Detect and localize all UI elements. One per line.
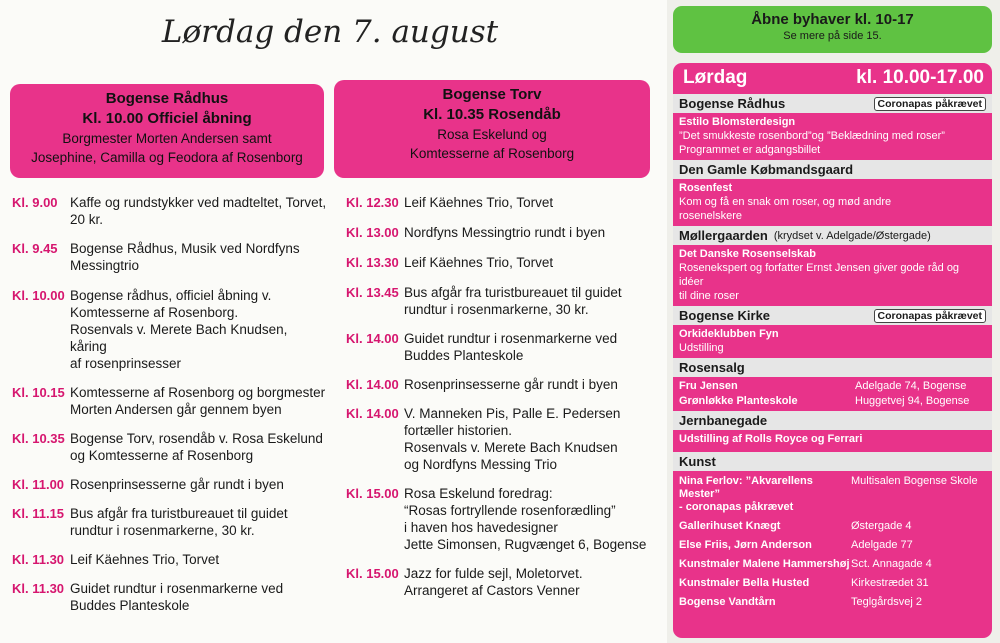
section-name: Kunst (679, 454, 716, 469)
item-text: Rosenekspert og forfatter Ernst Jensen giver gode råd og idéer (679, 262, 960, 288)
section-name: Bogense Rådhus (679, 96, 786, 111)
open-gardens-title: Åbne byhaver kl. 10-17 (751, 11, 914, 28)
schedule-row (12, 287, 327, 372)
schedule-time: Kl. 10.15 (12, 385, 65, 400)
schedule-text: Rosenprinsesserne går rundt i byen (404, 377, 618, 392)
schedule-time: Kl. 11.00 (12, 477, 65, 492)
art-name: Kunstmaler Bella Husted (679, 577, 810, 589)
schedule-time: Kl. 9.00 (12, 195, 58, 210)
item-text: rosenelskere (679, 210, 742, 222)
schedule-row (12, 476, 327, 493)
schedule-row (346, 330, 661, 364)
section-header (673, 94, 992, 113)
schedule-time: Kl. 15.00 (346, 486, 399, 501)
art-address: Sct. Annagade 4 (851, 558, 932, 570)
art-name: Galleri​huset Knægt (679, 520, 781, 532)
schedule-row (12, 580, 327, 614)
section-body (673, 430, 992, 452)
schedule-row (12, 505, 327, 539)
schedule-time: Kl. 14.00 (346, 406, 399, 421)
schedule-text: Rosenprinsesserne går rundt i byen (70, 477, 284, 492)
section-body (673, 471, 992, 609)
radhus-box (10, 84, 324, 178)
section-header (673, 358, 992, 377)
schedule-text: Rosa Eskelund foredrag: “Rosas fortryllende rosenforædling” i haven hos havedesigner Jette Simonsen, Rugvænget 6, Bogense (404, 486, 647, 552)
art-name: Nina Ferlov: ”Akvarellens Mester” - coronapas påkrævet (679, 475, 813, 513)
schedule-row (346, 565, 661, 599)
panel-header (673, 63, 992, 94)
panel-day: Lørdag (683, 67, 748, 88)
art-row (673, 539, 992, 552)
section-header (673, 411, 992, 430)
art-name: Kunstmaler Malene Hammershøj (679, 558, 850, 570)
schedule-row (346, 405, 661, 473)
schedule-time: Kl. 14.00 (346, 331, 399, 346)
art-address: Adelgade 77 (851, 539, 913, 551)
schedule-text: Leif Käehnes Trio, Torvet (404, 195, 554, 210)
page-title: Lørdag den 7. august (161, 14, 499, 50)
item-title: Orkideklubben Fyn (679, 328, 779, 340)
radhus-subtitle: Kl. 10.00 Officiel åbning (82, 110, 252, 127)
section-body (673, 113, 992, 160)
item-text: til dine roser (679, 290, 739, 302)
schedule-time: Kl. 11.15 (12, 506, 65, 521)
section-body (673, 377, 992, 411)
open-gardens-box (673, 6, 992, 53)
schedule-time: Kl. 14.00 (346, 377, 399, 392)
art-row (673, 558, 992, 571)
section-name: Møllergaarden (679, 228, 768, 243)
sale-address: Adelgade 74, Bogense (855, 380, 967, 392)
radhus-line2: Josephine, Camilla og Feodora af Rosenborg (31, 150, 303, 165)
schedule-row (346, 284, 661, 318)
art-address: Multisalen Bogense Skole (851, 475, 978, 487)
schedule-text: Bus afgår fra turistbureauet til guidet rundtur i rosenmarkerne, 30 kr. (70, 506, 288, 538)
schedule-text: Bogense Rådhus, Musik ved Nordfyns Messingtrio (70, 241, 300, 273)
art-name: Else Friis, Jørn Anderson (679, 539, 812, 551)
schedule-text: Kaffe og rundstykker ved madteltet, Torvet, 20 kr. (70, 195, 327, 227)
corona-badge: Coronapas påkrævet (874, 97, 986, 111)
schedule-row (346, 485, 661, 553)
schedule-time: Kl. 13.45 (346, 285, 399, 300)
schedule-text: Komtesserne af Rosenborg og borgmester Morten Andersen går gennem byen (70, 385, 326, 417)
sale-row (673, 394, 992, 409)
item-title: Rosenfest (679, 182, 733, 194)
torv-box (334, 80, 650, 178)
section-name: Rosensalg (679, 360, 745, 375)
radhus-line1: Borgmester Morten Andersen samt (62, 131, 272, 146)
open-gardens-sub: Se mere på side 15. (783, 30, 882, 42)
schedule-text: Jazz for fulde sejl, Moletorvet. Arrangeret af Castors Venner (404, 566, 583, 598)
schedule-text: V. Manneken Pis, Palle E. Pedersen fortæller historien. Rosenvals v. Merete Bach Knudsen og Nordfyns Messing Trio (404, 406, 621, 472)
schedule-row (12, 384, 327, 418)
panel-hours: kl. 10.00-17.00 (856, 67, 984, 88)
torv-line2: Komtesserne af Rosenborg (409, 146, 575, 161)
schedule-text: Bogense rådhus, officiel åbning v. Komtesserne af Rosenborg. Rosenvals v. Merete Bach Knudsen, kåring af rosenprinsesser (70, 288, 288, 371)
item-title: Udstilling af Rolls Royce og Ferrari (679, 433, 863, 445)
section-header (673, 306, 992, 325)
schedule-time: Kl. 10.00 (12, 288, 65, 303)
item-text: ”Det smukkeste rosenbord”og ”Beklædning med roser” (679, 130, 945, 142)
schedule-time: Kl. 13.00 (346, 225, 399, 240)
schedule-time: Kl. 13.30 (346, 255, 399, 270)
schedule-text: Bus afgår fra turistbureauet til guidet rundtur i rosenmarkerne, 30 kr. (404, 285, 622, 317)
schedule-text: Bogense Torv, rosendåb v. Rosa Eskelund og Komtesserne af Rosenborg (70, 431, 323, 463)
schedule-time: Kl. 15.00 (346, 566, 399, 581)
art-address: Teglgårdsvej 2 (851, 596, 922, 608)
art-row (673, 596, 992, 609)
art-name: Bogense Vandtårn (679, 596, 776, 608)
left-schedule (12, 194, 327, 614)
schedule-text: Leif Käehnes Trio, Torvet (70, 552, 220, 567)
mid-schedule (346, 194, 661, 599)
schedule-row (346, 376, 661, 393)
schedule-row (12, 240, 327, 274)
section-name: Jernbanegade (679, 413, 768, 428)
art-row (673, 475, 992, 514)
art-row (673, 577, 992, 590)
schedule-time: Kl. 12.30 (346, 195, 399, 210)
schedule-row (12, 430, 327, 464)
schedule-row (12, 551, 327, 568)
item-text: Programmet er adgangsbillet (679, 144, 821, 156)
schedule-text: Guidet rundtur i rosenmarkerne ved Buddes Planteskole (70, 581, 284, 613)
section-body (673, 179, 992, 226)
schedule-time: Kl. 11.30 (12, 581, 65, 596)
torv-subtitle: Kl. 10.35 Rosendåb (423, 106, 561, 123)
schedule-text: Guidet rundtur i rosenmarkerne ved Buddes Planteskole (404, 331, 618, 363)
schedule-row (346, 224, 661, 241)
art-row (673, 520, 992, 533)
schedule-text: Leif Käehnes Trio, Torvet (404, 255, 554, 270)
sale-row (673, 379, 992, 394)
schedule-row (346, 254, 661, 271)
sale-name: Fru Jensen (679, 380, 738, 392)
schedule-text: Nordfyns Messingtrio rundt i byen (404, 225, 606, 240)
section-name: Den Gamle Købmandsgaard (679, 162, 854, 177)
item-title: Det Danske Rosenselskab (679, 248, 816, 260)
schedule-time: Kl. 11.30 (12, 552, 65, 567)
torv-line1: Rosa Eskelund og (437, 127, 547, 142)
item-text: Kom og få en snak om roser, og mød andre (679, 196, 892, 208)
section-name: Bogense Kirke (679, 308, 771, 323)
section-header (673, 160, 992, 179)
item-title: Estilo Blomsterdesign (679, 116, 796, 128)
art-address: Kirkestrædet 31 (851, 577, 929, 589)
item-text: Udstilling (679, 342, 724, 354)
schedule-time: Kl. 9.45 (12, 241, 58, 256)
schedule-row (12, 194, 327, 228)
sale-name: Grønløkke Planteskole (679, 394, 798, 407)
section-header (673, 452, 992, 471)
section-header (673, 226, 992, 245)
section-note: (krydset v. Adelgade/Østergade) (773, 229, 931, 242)
radhus-title: Bogense Rådhus (105, 90, 229, 107)
section-body (673, 245, 992, 306)
sale-address: Huggetvej 94, Bogense (855, 394, 970, 407)
corona-badge: Coronapas påkrævet (874, 309, 986, 323)
schedule-time: Kl. 10.35 (12, 431, 65, 446)
art-address: Østergade 4 (851, 520, 912, 532)
schedule-row (346, 194, 661, 211)
saturday-panel (673, 63, 992, 638)
torv-title: Bogense Torv (442, 86, 542, 103)
section-body (673, 325, 992, 358)
